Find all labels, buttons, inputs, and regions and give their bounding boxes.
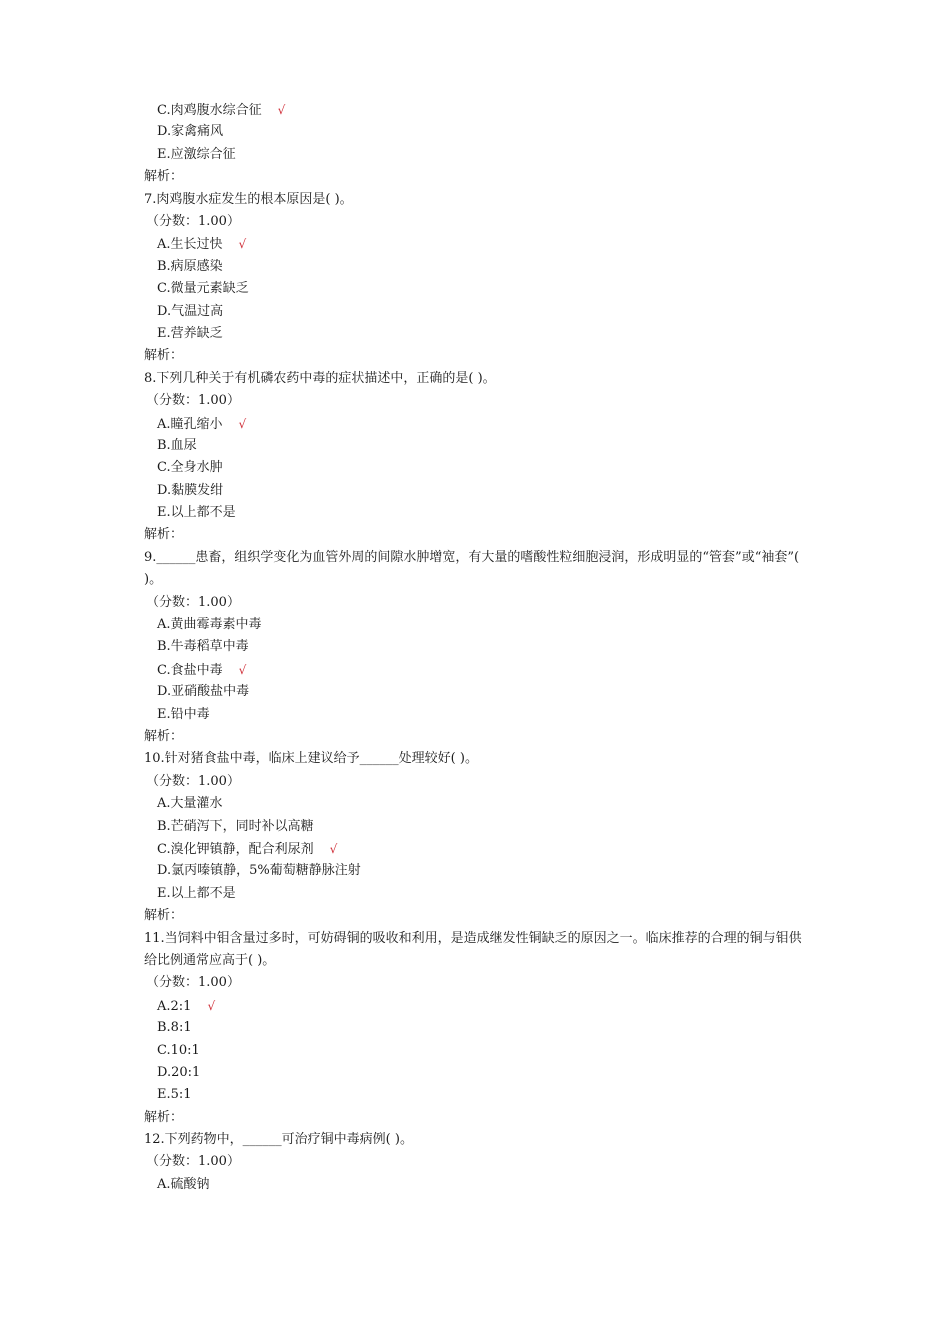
answer-option	[144, 883, 814, 905]
score-text: （分数：1.00）	[146, 773, 240, 789]
option-text: E.铅中毒	[157, 706, 210, 722]
analysis-label	[144, 1107, 814, 1129]
answer-option	[144, 480, 814, 502]
answer-option	[144, 860, 814, 882]
option-text: D.亚硝酸盐中毒	[157, 684, 250, 700]
option-text: D.氯丙嗪镇静，5%葡萄糖静脉注射	[157, 863, 361, 879]
question-text	[144, 928, 814, 973]
correct-check-icon: √	[238, 416, 247, 431]
option-text: B.牛毒稻草中毒	[157, 639, 249, 655]
question-text: 11.当饲料中钼含量过多时，可妨碍铜的吸收和利用，是造成继发性铜缺乏的原因之一。临床推荐的合理的铜与钼供给比例通常应高于( )。	[144, 930, 802, 968]
option-text: C.肉鸡腹水综合征	[157, 103, 262, 118]
option-text: C.食盐中毒	[157, 662, 223, 678]
option-text: E.以上都不是	[157, 505, 236, 521]
analysis-text: 解析：	[144, 169, 184, 185]
option-text: C.10:1	[157, 1042, 200, 1058]
answer-option	[144, 435, 814, 457]
answer-option	[144, 1040, 814, 1062]
question-text: 12.下列药物中，______可治疗铜中毒病例( )。	[144, 1132, 413, 1148]
answer-option	[144, 413, 814, 435]
analysis-label	[144, 726, 814, 748]
answer-option	[144, 301, 814, 323]
correct-check-icon: √	[238, 237, 247, 252]
option-text: E.以上都不是	[157, 885, 236, 901]
answer-option	[144, 323, 814, 345]
question-text: 10.针对猪食盐中毒，临床上建议给予______处理较好( )。	[144, 751, 478, 767]
question-text: 7.肉鸡腹水症发生的根本原因是( )。	[144, 191, 353, 207]
answer-option	[144, 793, 814, 815]
option-text: D.气温过高	[157, 303, 224, 319]
answer-option	[144, 659, 814, 681]
correct-check-icon: √	[238, 662, 247, 677]
question-score	[144, 592, 814, 614]
option-text: A.2:1	[157, 998, 192, 1014]
correct-check-icon: √	[207, 998, 216, 1013]
answer-option	[144, 681, 814, 703]
answer-option	[144, 144, 814, 166]
score-text: （分数：1.00）	[146, 393, 240, 409]
analysis-label	[144, 524, 814, 546]
answer-option	[144, 636, 814, 658]
question-text	[144, 368, 814, 390]
option-text: A.硫酸钠	[157, 1176, 210, 1192]
answer-option	[144, 457, 814, 479]
answer-option	[144, 1062, 814, 1084]
answer-option	[144, 838, 814, 860]
option-text: D.黏膜发绀	[157, 482, 224, 498]
analysis-label	[144, 905, 814, 927]
correct-check-icon: √	[329, 841, 338, 856]
option-text: E.5:1	[157, 1087, 192, 1103]
answer-option	[144, 99, 814, 121]
question-score	[144, 972, 814, 994]
answer-option	[144, 502, 814, 524]
option-text: E.营养缺乏	[157, 325, 223, 341]
option-text: C.全身水肿	[157, 460, 223, 476]
correct-check-icon: √	[277, 103, 286, 117]
answer-option	[144, 121, 814, 143]
option-text: C.溴化钾镇静，配合利尿剂	[157, 841, 314, 857]
analysis-label	[144, 345, 814, 367]
score-text: （分数：1.00）	[146, 213, 240, 229]
option-text: A.瞳孔缩小	[157, 416, 223, 432]
answer-option	[144, 256, 814, 278]
question-text	[144, 189, 814, 211]
score-text: （分数：1.00）	[146, 594, 240, 610]
answer-option	[144, 816, 814, 838]
question-score	[144, 390, 814, 412]
answer-option	[144, 704, 814, 726]
option-text: A.生长过快	[157, 237, 223, 253]
score-text: （分数：1.00）	[146, 975, 240, 991]
answer-option	[144, 233, 814, 255]
option-text: A.大量灌水	[157, 796, 223, 812]
question-text	[144, 547, 814, 592]
option-text: D.家禽痛风	[157, 124, 224, 140]
question-text	[144, 1129, 814, 1151]
question-text	[144, 748, 814, 770]
option-text: C.微量元素缺乏	[157, 281, 249, 297]
option-text: A.黄曲霉毒素中毒	[157, 617, 262, 633]
answer-option	[144, 614, 814, 636]
analysis-text: 解析：	[144, 908, 184, 924]
exam-document	[144, 99, 814, 1196]
answer-option	[144, 278, 814, 300]
analysis-text: 解析：	[144, 527, 184, 543]
question-score	[144, 211, 814, 233]
answer-option	[144, 1174, 814, 1196]
analysis-text: 解析：	[144, 348, 184, 364]
question-score	[144, 1151, 814, 1173]
score-text: （分数：1.00）	[146, 1154, 240, 1170]
answer-option	[144, 1084, 814, 1106]
analysis-text: 解析：	[144, 729, 184, 744]
question-text: 8.下列几种关于有机磷农药中毒的症状描述中，正确的是( )。	[144, 370, 496, 386]
answer-option	[144, 1017, 814, 1039]
answer-option	[144, 995, 814, 1017]
option-text: B.芒硝泻下，同时补以高糖	[157, 818, 314, 834]
option-text: D.20:1	[157, 1064, 201, 1080]
option-text: B.血尿	[157, 437, 197, 453]
question-text: 9.______患畜，组织学变化为血管外周的间隙水肿增宽，有大量的嗜酸性粒细胞浸润，形成明显的“管套”或“袖套”( )。	[144, 549, 800, 588]
question-score	[144, 771, 814, 793]
analysis-text: 解析：	[144, 1109, 184, 1125]
option-text: B.病原感染	[157, 258, 223, 274]
analysis-label	[144, 166, 814, 188]
option-text: B.8:1	[157, 1020, 192, 1036]
option-text: E.应激综合征	[157, 146, 236, 162]
